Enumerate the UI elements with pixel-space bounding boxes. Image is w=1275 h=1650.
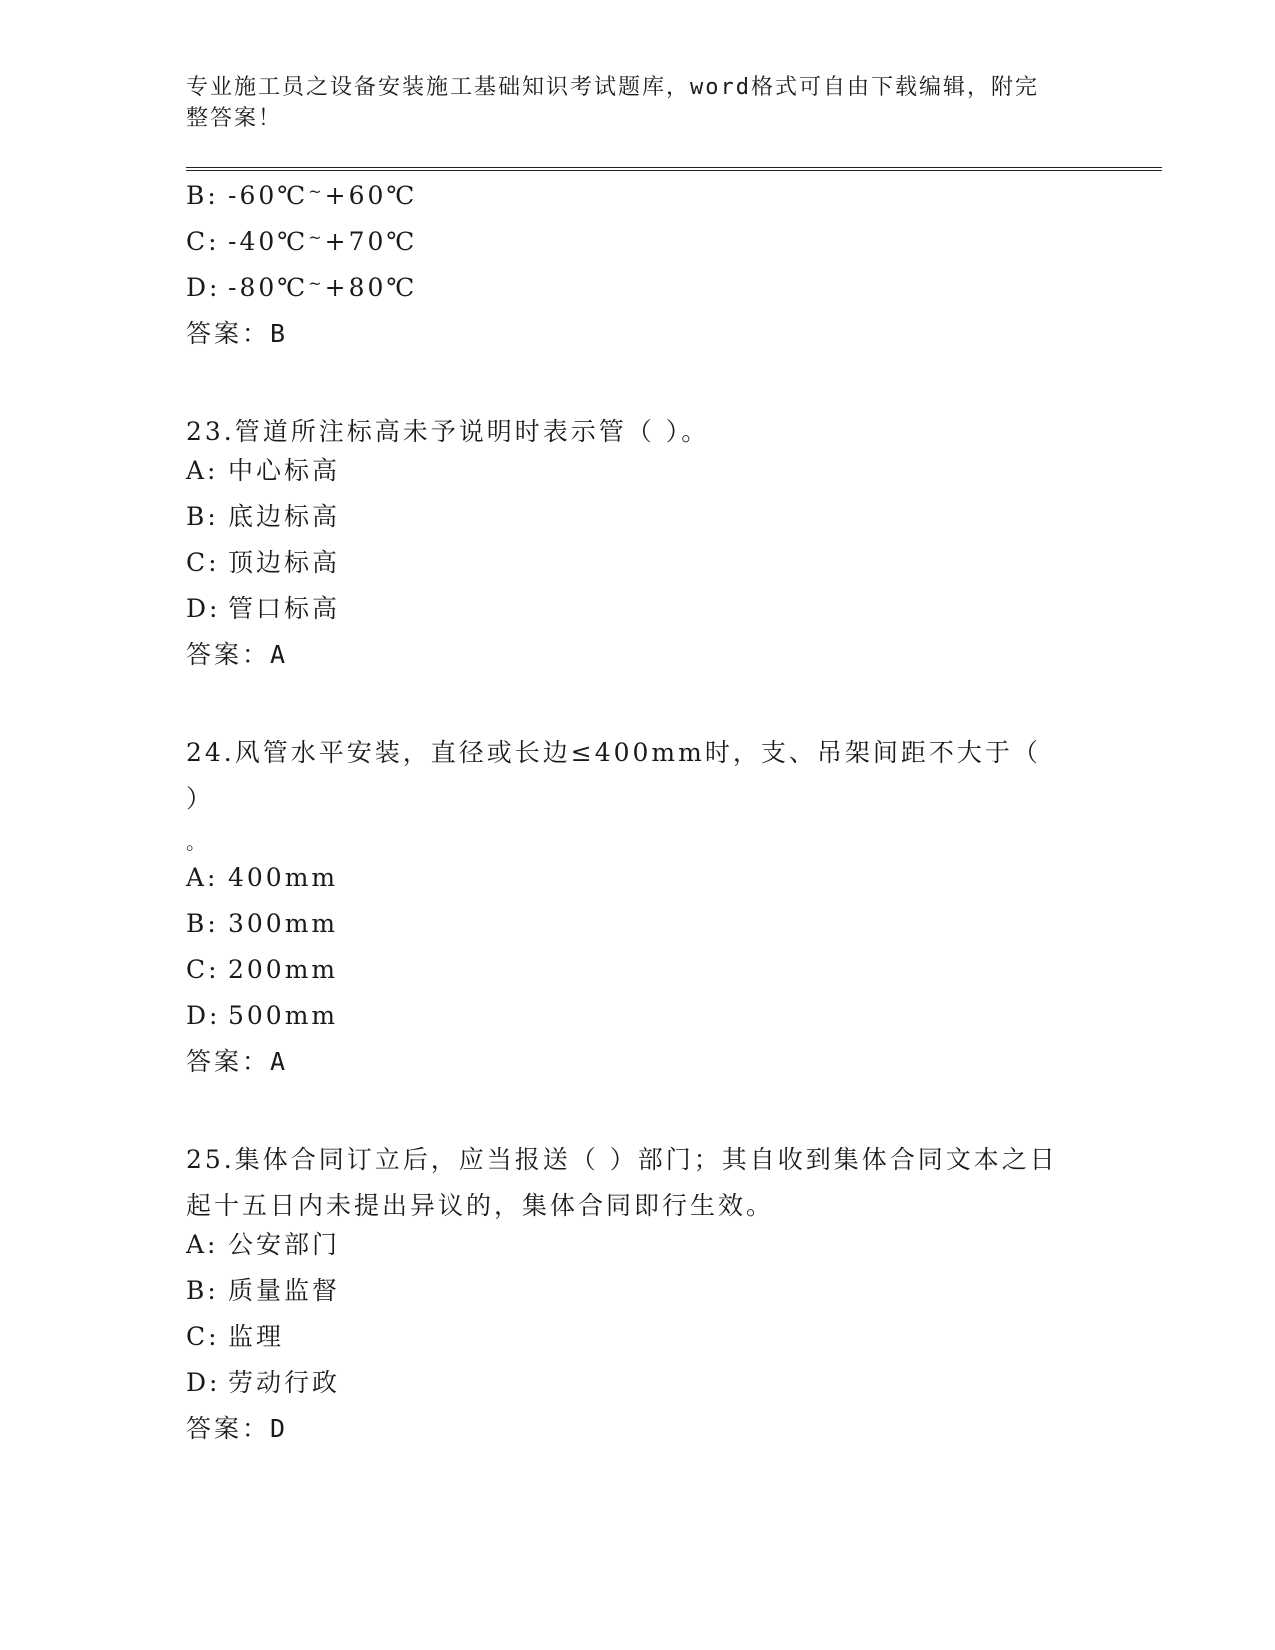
answer-line: 答案：A	[186, 640, 289, 669]
question-stem: 24.风管水平安装，直径或长边≤400mm时，支、吊架间距不大于（ ）	[186, 738, 1041, 813]
option-text: 200mm	[228, 955, 339, 984]
option-label: C:	[186, 548, 220, 577]
question-stem: 23.管道所注标高未予说明时表示管（ ）。	[186, 417, 710, 446]
question-24	[186, 730, 1146, 1092]
answer-line: 答案：D	[186, 1414, 289, 1443]
question-stem: 25.集体合同订立后，应当报送（ ）部门；其自收到集体合同文本之日起十五日内未提出异议的，集体合同即行生效。	[186, 1145, 1058, 1220]
question-stem-tail: 。	[186, 830, 206, 854]
option-a	[186, 455, 1146, 501]
option-d	[186, 1367, 1146, 1413]
option-b	[186, 908, 1146, 954]
option-c	[186, 226, 1146, 272]
option-label: B:	[186, 181, 219, 210]
option-label: B:	[186, 909, 219, 938]
option-a	[186, 862, 1146, 908]
option-text-tail: +60℃	[324, 181, 418, 210]
tilde-mark: ~	[308, 182, 325, 201]
option-text: 监理	[228, 1322, 285, 1351]
option-d	[186, 1000, 1146, 1046]
option-c	[186, 954, 1146, 1000]
option-label: D:	[186, 273, 221, 302]
option-text: 劳动行政	[228, 1368, 341, 1397]
document-header: 专业施工员之设备安装施工基础知识考试题库，word格式可自由下载编辑，附完 整答案！	[186, 75, 1039, 131]
option-text: -60℃	[228, 181, 309, 210]
option-c	[186, 1321, 1146, 1367]
option-b	[186, 501, 1146, 547]
option-text: 500mm	[228, 1001, 339, 1030]
option-c	[186, 547, 1146, 593]
option-label: A:	[186, 863, 219, 892]
option-label: B:	[186, 1276, 219, 1305]
document-page	[186, 72, 1146, 1459]
answer-line: 答案：B	[186, 319, 289, 348]
option-b	[186, 1275, 1146, 1321]
option-text: 公安部门	[228, 1230, 341, 1259]
option-d	[186, 272, 1146, 318]
question-23	[186, 409, 1146, 685]
option-label: C:	[186, 227, 220, 256]
option-b	[186, 180, 1146, 226]
option-text-tail: +80℃	[324, 273, 418, 302]
option-text: 400mm	[228, 863, 339, 892]
option-label: B:	[186, 502, 219, 531]
option-text: -80℃	[228, 273, 309, 302]
tilde-mark: ~	[308, 228, 325, 247]
header-divider	[186, 167, 1162, 171]
option-label: D:	[186, 1001, 221, 1030]
question-22-continued	[186, 180, 1146, 364]
option-label: A:	[186, 1230, 219, 1259]
answer-line: 答案：A	[186, 1047, 289, 1076]
question-25	[186, 1137, 1146, 1459]
option-text: 质量监督	[228, 1276, 341, 1305]
option-label: C:	[186, 1322, 220, 1351]
option-text: 底边标高	[228, 502, 341, 531]
option-label: C:	[186, 955, 220, 984]
option-text: 管口标高	[228, 594, 341, 623]
option-d	[186, 593, 1146, 639]
option-label: A:	[186, 456, 219, 485]
option-text: 300mm	[228, 909, 339, 938]
option-a	[186, 1229, 1146, 1275]
tilde-mark: ~	[308, 274, 325, 293]
option-text: 顶边标高	[228, 548, 341, 577]
option-text-tail: +70℃	[324, 227, 418, 256]
option-label: D:	[186, 1368, 221, 1397]
option-text: 中心标高	[228, 456, 341, 485]
option-label: D:	[186, 594, 221, 623]
option-text: -40℃	[228, 227, 309, 256]
